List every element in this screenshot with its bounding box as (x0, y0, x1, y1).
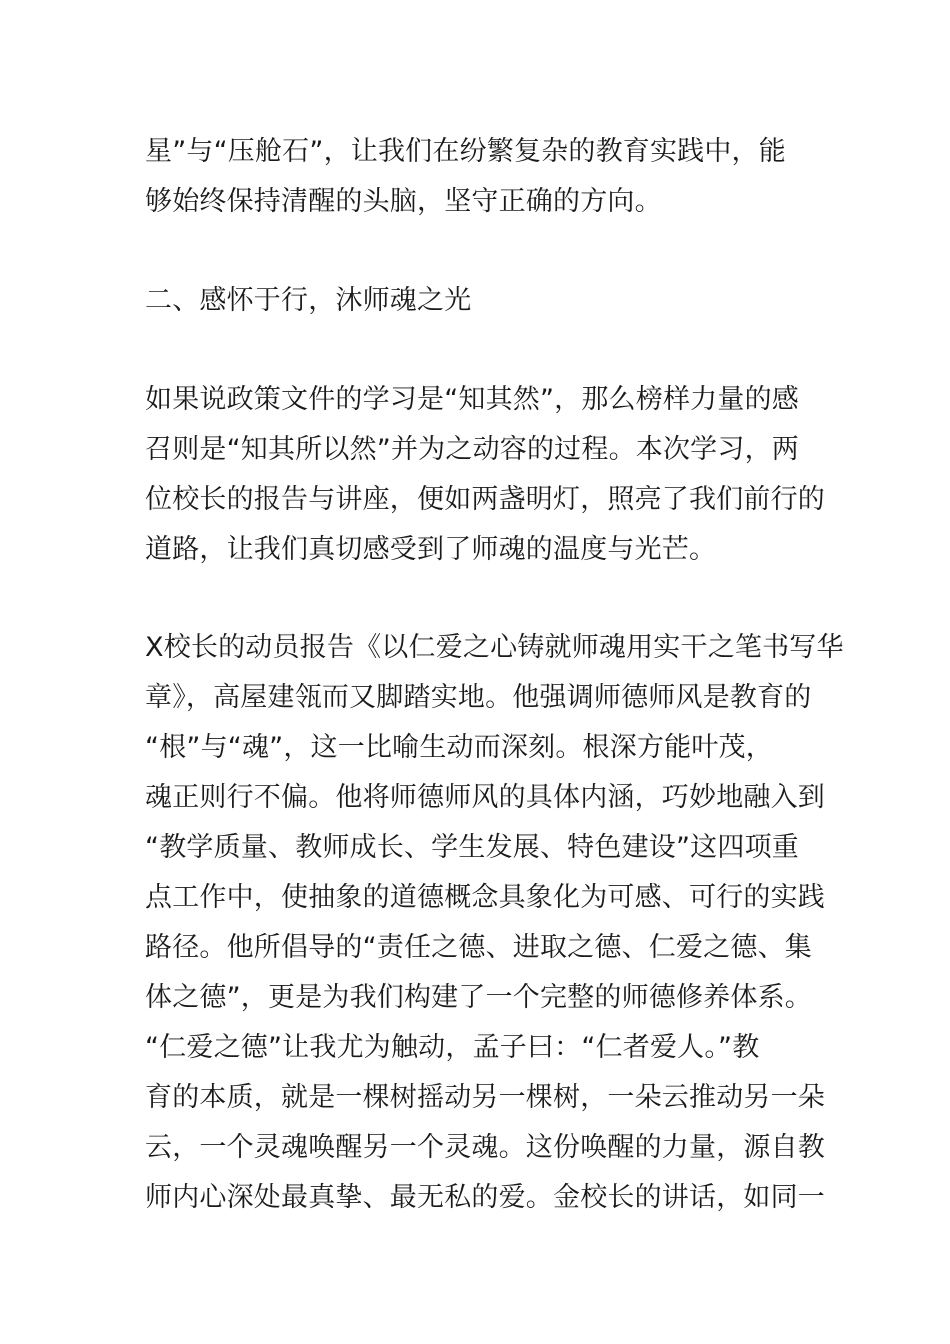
text-line: 育的本质，就是一棵树摇动另一棵树，一朵云推动另一朵 (145, 1082, 825, 1113)
text-line: “根”与“魂”，这一比喻生动而深刻。根深方能叶茂， (145, 732, 773, 763)
text-line: “教学质量、教师成长、学生发展、特色建设”这四项重 (145, 832, 799, 863)
text-line: X校长的动员报告《以仁爱之心铸就师魂用实干之笔书写华 (145, 632, 844, 663)
text-line: 位校长的报告与讲座，便如两盏明灯，照亮了我们前行的 (145, 484, 825, 515)
section-heading: 二、感怀于行，沐师魂之光 (145, 285, 472, 316)
text-line: 体之德”，更是为我们构建了一个完整的师德修养体系。 (145, 982, 812, 1013)
text-line: 路径。他所倡导的“责任之德、进取之德、仁爱之德、集 (145, 932, 812, 963)
text-line: “仁爱之德”让我尤为触动，孟子曰：“仁者爱人。”教 (145, 1032, 760, 1063)
text-line: 召则是“知其所以然”并为之动容的过程。本次学习，两 (145, 434, 799, 465)
text-line: 师内心深处最真挚、最无私的爱。金校长的讲话，如同一 (145, 1182, 825, 1213)
text-line: 魂正则行不偏。他将师德师风的具体内涵，巧妙地融入到 (145, 782, 825, 813)
text-line: 星”与“压舱石”，让我们在纷繁复杂的教育实践中，能 (145, 136, 786, 167)
text-line: 够始终保持清醒的头脑，坚守正确的方向。 (145, 186, 662, 217)
text-line: 如果说政策文件的学习是“知其然”，那么榜样力量的感 (145, 384, 799, 415)
text-line: 章》，高屋建瓴而又脚踏实地。他强调师德师风是教育的 (145, 682, 812, 713)
text-line: 道路，让我们真切感受到了师魂的温度与光芒。 (145, 534, 717, 565)
text-line: 点工作中，使抽象的道德概念具象化为可感、可行的实践 (145, 882, 825, 913)
text-line: 云，一个灵魂唤醒另一个灵魂。这份唤醒的力量，源自教 (145, 1132, 825, 1163)
